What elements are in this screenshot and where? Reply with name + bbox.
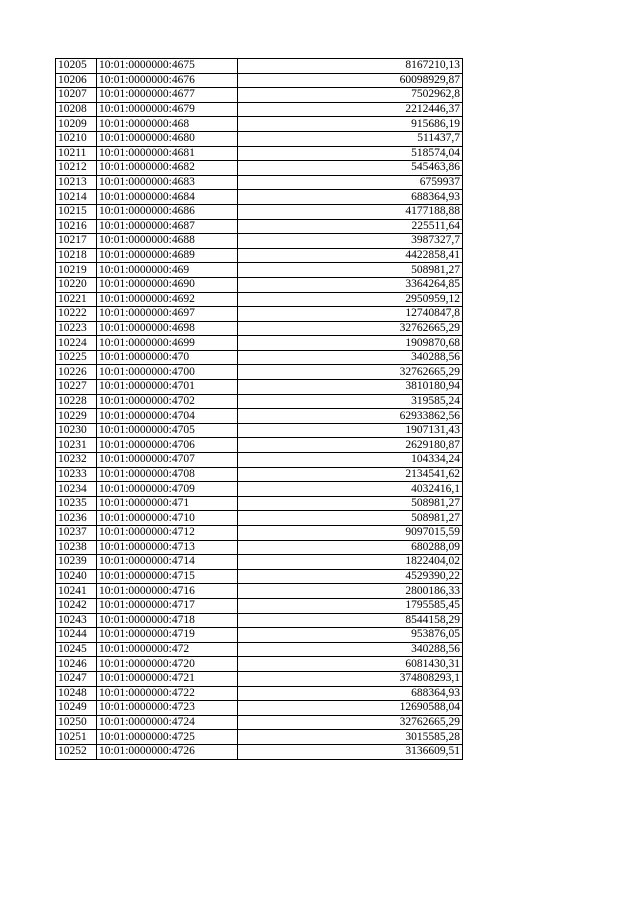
table-row xyxy=(56,744,463,759)
row-number-cell: 10207 xyxy=(56,88,97,103)
cadastral-number-cell: 10:01:0000000:4720 xyxy=(97,657,238,672)
value-cell: 374808293,1 xyxy=(238,671,463,686)
cadastral-number-cell: 10:01:0000000:4676 xyxy=(97,73,238,88)
row-number-cell: 10217 xyxy=(56,234,97,249)
cadastral-number-cell: 10:01:0000000:4692 xyxy=(97,292,238,307)
table-row xyxy=(56,613,463,628)
cadastral-number-cell: 10:01:0000000:4724 xyxy=(97,715,238,730)
cadastral-number-cell: 10:01:0000000:4723 xyxy=(97,701,238,716)
cadastral-number-cell: 10:01:0000000:4717 xyxy=(97,598,238,613)
value-cell: 508981,27 xyxy=(238,511,463,526)
value-cell: 2800186,33 xyxy=(238,584,463,599)
cadastral-number-cell: 10:01:0000000:4722 xyxy=(97,686,238,701)
cadastral-number-cell: 10:01:0000000:4712 xyxy=(97,526,238,541)
row-number-cell: 10234 xyxy=(56,482,97,497)
row-number-cell: 10216 xyxy=(56,219,97,234)
table-row xyxy=(56,569,463,584)
table-row xyxy=(56,438,463,453)
row-number-cell: 10250 xyxy=(56,715,97,730)
table-row xyxy=(56,307,463,322)
row-number-cell: 10238 xyxy=(56,540,97,555)
value-cell: 32762665,29 xyxy=(238,365,463,380)
cadastral-number-cell: 10:01:0000000:4699 xyxy=(97,336,238,351)
table-row xyxy=(56,102,463,117)
value-cell: 688364,93 xyxy=(238,686,463,701)
table-row xyxy=(56,146,463,161)
table-row xyxy=(56,555,463,570)
row-number-cell: 10240 xyxy=(56,569,97,584)
table-row xyxy=(56,292,463,307)
cadastral-number-cell: 10:01:0000000:4690 xyxy=(97,277,238,292)
row-number-cell: 10244 xyxy=(56,628,97,643)
table-row xyxy=(56,730,463,745)
cadastral-number-cell: 10:01:0000000:471 xyxy=(97,496,238,511)
table-row xyxy=(56,277,463,292)
value-cell: 680288,09 xyxy=(238,540,463,555)
table-row xyxy=(56,88,463,103)
cadastral-number-cell: 10:01:0000000:4701 xyxy=(97,380,238,395)
cadastral-number-cell: 10:01:0000000:4714 xyxy=(97,555,238,570)
value-cell: 4032416,1 xyxy=(238,482,463,497)
value-cell: 511437,7 xyxy=(238,131,463,146)
cadastral-number-cell: 10:01:0000000:4683 xyxy=(97,175,238,190)
value-cell: 340288,56 xyxy=(238,350,463,365)
table-row xyxy=(56,628,463,643)
cadastral-number-cell: 10:01:0000000:4709 xyxy=(97,482,238,497)
row-number-cell: 10220 xyxy=(56,277,97,292)
table-row xyxy=(56,365,463,380)
value-cell: 508981,27 xyxy=(238,263,463,278)
cadastral-number-cell: 10:01:0000000:4710 xyxy=(97,511,238,526)
table-row xyxy=(56,642,463,657)
table-row xyxy=(56,190,463,205)
row-number-cell: 10219 xyxy=(56,263,97,278)
value-cell: 1822404,02 xyxy=(238,555,463,570)
row-number-cell: 10235 xyxy=(56,496,97,511)
table-row xyxy=(56,526,463,541)
table-body xyxy=(56,59,463,760)
cadastral-number-cell: 10:01:0000000:4700 xyxy=(97,365,238,380)
row-number-cell: 10214 xyxy=(56,190,97,205)
value-cell: 4422858,41 xyxy=(238,248,463,263)
table-row xyxy=(56,175,463,190)
table-row xyxy=(56,496,463,511)
row-number-cell: 10227 xyxy=(56,380,97,395)
value-cell: 545463,86 xyxy=(238,161,463,176)
value-cell: 8167210,13 xyxy=(238,59,463,74)
cadastral-number-cell: 10:01:0000000:4698 xyxy=(97,321,238,336)
row-number-cell: 10225 xyxy=(56,350,97,365)
cadastral-number-cell: 10:01:0000000:4716 xyxy=(97,584,238,599)
cadastral-number-cell: 10:01:0000000:4677 xyxy=(97,88,238,103)
row-number-cell: 10247 xyxy=(56,671,97,686)
value-cell: 8544158,29 xyxy=(238,613,463,628)
row-number-cell: 10221 xyxy=(56,292,97,307)
cadastral-number-cell: 10:01:0000000:468 xyxy=(97,117,238,132)
table-row xyxy=(56,131,463,146)
cadastral-number-cell: 10:01:0000000:4713 xyxy=(97,540,238,555)
table-row xyxy=(56,321,463,336)
table-row xyxy=(56,701,463,716)
table-row xyxy=(56,540,463,555)
cadastral-number-cell: 10:01:0000000:470 xyxy=(97,350,238,365)
table-row xyxy=(56,584,463,599)
row-number-cell: 10243 xyxy=(56,613,97,628)
row-number-cell: 10213 xyxy=(56,175,97,190)
row-number-cell: 10241 xyxy=(56,584,97,599)
row-number-cell: 10226 xyxy=(56,365,97,380)
value-cell: 3810180,94 xyxy=(238,380,463,395)
table-row xyxy=(56,59,463,74)
cadastral-number-cell: 10:01:0000000:4681 xyxy=(97,146,238,161)
table-row xyxy=(56,117,463,132)
row-number-cell: 10237 xyxy=(56,526,97,541)
table-row xyxy=(56,263,463,278)
table-row xyxy=(56,423,463,438)
value-cell: 953876,05 xyxy=(238,628,463,643)
cadastral-number-cell: 10:01:0000000:4675 xyxy=(97,59,238,74)
table-row xyxy=(56,671,463,686)
value-cell: 3364264,85 xyxy=(238,277,463,292)
value-cell: 2629180,87 xyxy=(238,438,463,453)
row-number-cell: 10231 xyxy=(56,438,97,453)
table-row xyxy=(56,511,463,526)
table-row xyxy=(56,336,463,351)
cadastral-number-cell: 10:01:0000000:4726 xyxy=(97,744,238,759)
cadastral-number-cell: 10:01:0000000:4684 xyxy=(97,190,238,205)
value-cell: 6759937 xyxy=(238,175,463,190)
cadastral-number-cell: 10:01:0000000:4688 xyxy=(97,234,238,249)
row-number-cell: 10210 xyxy=(56,131,97,146)
row-number-cell: 10208 xyxy=(56,102,97,117)
cadastral-number-cell: 10:01:0000000:4704 xyxy=(97,409,238,424)
table-row xyxy=(56,482,463,497)
table-row xyxy=(56,453,463,468)
row-number-cell: 10228 xyxy=(56,394,97,409)
value-cell: 2134541,62 xyxy=(238,467,463,482)
cadastral-number-cell: 10:01:0000000:4721 xyxy=(97,671,238,686)
table-row xyxy=(56,467,463,482)
value-cell: 3987327,7 xyxy=(238,234,463,249)
value-cell: 6081430,31 xyxy=(238,657,463,672)
cadastral-number-cell: 10:01:0000000:4702 xyxy=(97,394,238,409)
value-cell: 4177188,88 xyxy=(238,204,463,219)
table-row xyxy=(56,350,463,365)
value-cell: 688364,93 xyxy=(238,190,463,205)
table-row xyxy=(56,234,463,249)
row-number-cell: 10212 xyxy=(56,161,97,176)
row-number-cell: 10249 xyxy=(56,701,97,716)
value-cell: 12690588,04 xyxy=(238,701,463,716)
value-cell: 225511,64 xyxy=(238,219,463,234)
table-row xyxy=(56,598,463,613)
row-number-cell: 10248 xyxy=(56,686,97,701)
row-number-cell: 10233 xyxy=(56,467,97,482)
cadastral-number-cell: 10:01:0000000:4679 xyxy=(97,102,238,117)
value-cell: 340288,56 xyxy=(238,642,463,657)
value-cell: 32762665,29 xyxy=(238,321,463,336)
row-number-cell: 10230 xyxy=(56,423,97,438)
row-number-cell: 10206 xyxy=(56,73,97,88)
table-row xyxy=(56,248,463,263)
row-number-cell: 10245 xyxy=(56,642,97,657)
table-row xyxy=(56,409,463,424)
cadastral-number-cell: 10:01:0000000:4715 xyxy=(97,569,238,584)
table-row xyxy=(56,161,463,176)
cadastral-number-cell: 10:01:0000000:4708 xyxy=(97,467,238,482)
row-number-cell: 10236 xyxy=(56,511,97,526)
cadastral-number-cell: 10:01:0000000:4687 xyxy=(97,219,238,234)
value-cell: 12740847,8 xyxy=(238,307,463,322)
value-cell: 518574,04 xyxy=(238,146,463,161)
cadastral-number-cell: 10:01:0000000:4725 xyxy=(97,730,238,745)
table-row xyxy=(56,380,463,395)
cadastral-number-cell: 10:01:0000000:4705 xyxy=(97,423,238,438)
cadastral-number-cell: 10:01:0000000:472 xyxy=(97,642,238,657)
table-row xyxy=(56,73,463,88)
table-row xyxy=(56,657,463,672)
value-cell: 1795585,45 xyxy=(238,598,463,613)
cadastral-number-cell: 10:01:0000000:4719 xyxy=(97,628,238,643)
row-number-cell: 10211 xyxy=(56,146,97,161)
table-row xyxy=(56,394,463,409)
table-row xyxy=(56,219,463,234)
value-cell: 62933862,56 xyxy=(238,409,463,424)
document-page xyxy=(55,58,463,760)
value-cell: 104334,24 xyxy=(238,453,463,468)
value-cell: 7502962,8 xyxy=(238,88,463,103)
cadastral-number-cell: 10:01:0000000:4718 xyxy=(97,613,238,628)
value-cell: 1907131,43 xyxy=(238,423,463,438)
row-number-cell: 10222 xyxy=(56,307,97,322)
row-number-cell: 10205 xyxy=(56,59,97,74)
value-cell: 2212446,37 xyxy=(238,102,463,117)
value-cell: 4529390,22 xyxy=(238,569,463,584)
cadastral-number-cell: 10:01:0000000:4706 xyxy=(97,438,238,453)
cadastral-number-cell: 10:01:0000000:4707 xyxy=(97,453,238,468)
cadastral-number-cell: 10:01:0000000:469 xyxy=(97,263,238,278)
cadastral-number-cell: 10:01:0000000:4697 xyxy=(97,307,238,322)
row-number-cell: 10246 xyxy=(56,657,97,672)
row-number-cell: 10252 xyxy=(56,744,97,759)
value-cell: 2950959,12 xyxy=(238,292,463,307)
row-number-cell: 10218 xyxy=(56,248,97,263)
row-number-cell: 10215 xyxy=(56,204,97,219)
cadastral-number-cell: 10:01:0000000:4682 xyxy=(97,161,238,176)
value-cell: 60098929,87 xyxy=(238,73,463,88)
row-number-cell: 10223 xyxy=(56,321,97,336)
table-row xyxy=(56,204,463,219)
row-number-cell: 10242 xyxy=(56,598,97,613)
value-cell: 32762665,29 xyxy=(238,715,463,730)
value-cell: 319585,24 xyxy=(238,394,463,409)
row-number-cell: 10209 xyxy=(56,117,97,132)
cadastral-number-cell: 10:01:0000000:4680 xyxy=(97,131,238,146)
row-number-cell: 10224 xyxy=(56,336,97,351)
row-number-cell: 10251 xyxy=(56,730,97,745)
table-row xyxy=(56,715,463,730)
table-row xyxy=(56,686,463,701)
cadastral-number-cell: 10:01:0000000:4686 xyxy=(97,204,238,219)
value-cell: 508981,27 xyxy=(238,496,463,511)
value-cell: 1909870,68 xyxy=(238,336,463,351)
row-number-cell: 10229 xyxy=(56,409,97,424)
row-number-cell: 10239 xyxy=(56,555,97,570)
value-cell: 915686,19 xyxy=(238,117,463,132)
row-number-cell: 10232 xyxy=(56,453,97,468)
cadastral-value-table xyxy=(55,58,463,760)
value-cell: 9097015,59 xyxy=(238,526,463,541)
cadastral-number-cell: 10:01:0000000:4689 xyxy=(97,248,238,263)
value-cell: 3015585,28 xyxy=(238,730,463,745)
value-cell: 3136609,51 xyxy=(238,744,463,759)
